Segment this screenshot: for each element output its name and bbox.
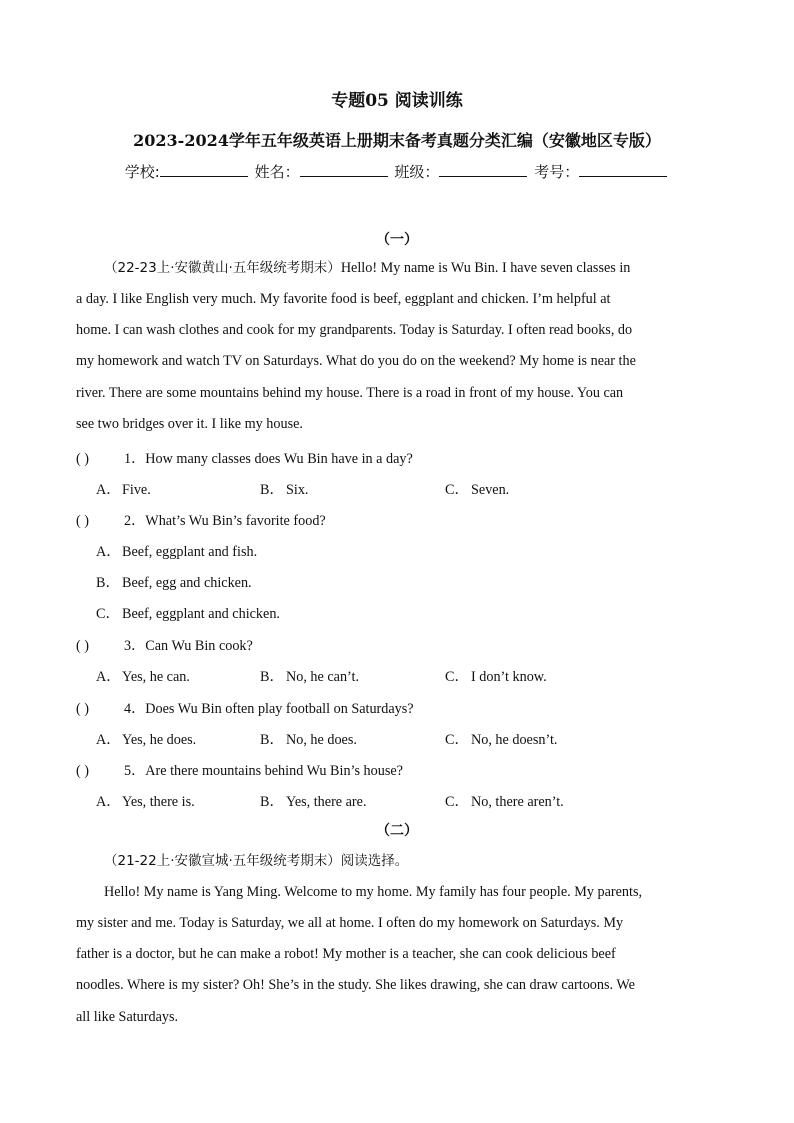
question-text: What’s Wu Bin’s favorite food? [145,513,326,529]
student-info-line [0,161,794,182]
school-label: 学校: [124,163,160,181]
question-1 [76,448,413,468]
section-2-source: （21-22上·安徽宣城·五年级统考期末）阅读选择。 [104,853,409,869]
option-c[interactable]: C． No, there aren’t. [445,794,564,810]
passage-line: my homework and watch TV on Saturdays. What do you do on the weekend? My home is near the [76,353,636,369]
question-4 [76,698,414,718]
option-a[interactable]: A． Beef, eggplant and fish. [96,544,258,560]
question-number: 3． [124,638,146,654]
option-b[interactable]: B． Yes, there are. [260,794,367,810]
name-blank[interactable] [300,162,388,177]
answer-slot[interactable]: ( ) [76,763,89,779]
section-2-label: （二） [376,823,418,839]
option-a[interactable]: A． Five. [96,482,151,498]
option-a[interactable]: A． Yes, there is. [96,794,195,810]
section-1-label: （一） [376,232,418,248]
answer-slot[interactable]: ( ) [76,638,89,654]
option-b[interactable]: B． No, he can’t. [260,669,360,685]
name-label: 姓名： [254,163,300,181]
question-text: Does Wu Bin often play football on Saturdays? [145,701,414,717]
class-label: 班级： [394,163,440,181]
exam-number-blank[interactable] [579,162,667,177]
passage-line: see two bridges over it. I like my house. [76,416,303,432]
answer-slot[interactable]: ( ) [76,701,89,717]
question-text: Can Wu Bin cook? [145,638,253,654]
question-5 [76,760,403,780]
question-text: How many classes does Wu Bin have in a day? [145,451,413,467]
passage-line: my sister and me. Today is Saturday, we all at home. I often do my homework on Saturdays. My [76,915,624,931]
answer-slot[interactable]: ( ) [76,513,89,529]
question-number: 1． [124,451,146,467]
class-blank[interactable] [439,162,527,177]
school-blank[interactable] [160,162,248,177]
passage-line: all like Saturdays. [76,1009,179,1025]
worksheet-title: 专题05 阅读训练 [331,91,463,111]
passage-line: home. I can wash clothes and cook for my grandparents. Today is Saturday. I often read books, do [76,322,633,338]
worksheet-subtitle: 2023-2024学年五年级英语上册期末备考真题分类汇编（安徽地区专版） [133,131,661,150]
section-1-source: （22-23上·安徽黄山·五年级统考期末） [104,260,341,276]
passage-line: a day. I like English very much. My favorite food is beef, eggplant and chicken. I’m helpful at [76,291,611,307]
question-text: Are there mountains behind Wu Bin’s house? [145,763,403,779]
option-c[interactable]: C． No, he doesn’t. [445,732,558,748]
question-number: 5． [124,763,146,779]
option-c[interactable]: C． I don’t know. [445,669,547,685]
option-c[interactable]: C． Seven. [445,482,510,498]
question-3 [76,635,253,655]
passage-line: Hello! My name is Yang Ming. Welcome to my home. My family has four people. My parents, [104,884,643,900]
passage-line: father is a doctor, but he can make a robot! My mother is a teacher, she can cook delicious beef [76,946,616,962]
answer-slot[interactable]: ( ) [76,451,89,467]
question-number: 4． [124,701,146,717]
passage-line: noodles. Where is my sister? Oh! She’s in the study. She likes drawing, she can draw cartoons. We [76,977,635,993]
exam-number-label: 考号： [534,163,580,181]
option-b[interactable]: B． No, he does. [260,732,357,748]
passage-line: river. There are some mountains behind my house. There is a road in front of my house. You can [76,385,624,401]
option-a[interactable]: A． Yes, he does. [96,732,197,748]
option-c[interactable]: C． Beef, eggplant and chicken. [96,606,280,622]
question-2 [76,510,326,530]
passage-line: Hello! My name is Wu Bin. I have seven classes in [340,260,631,276]
question-number: 2． [124,513,146,529]
option-a[interactable]: A． Yes, he can. [96,669,190,685]
option-b[interactable]: B． Beef, egg and chicken. [96,575,252,591]
section-1-passage [76,253,718,284]
option-b[interactable]: B． Six. [260,482,309,498]
